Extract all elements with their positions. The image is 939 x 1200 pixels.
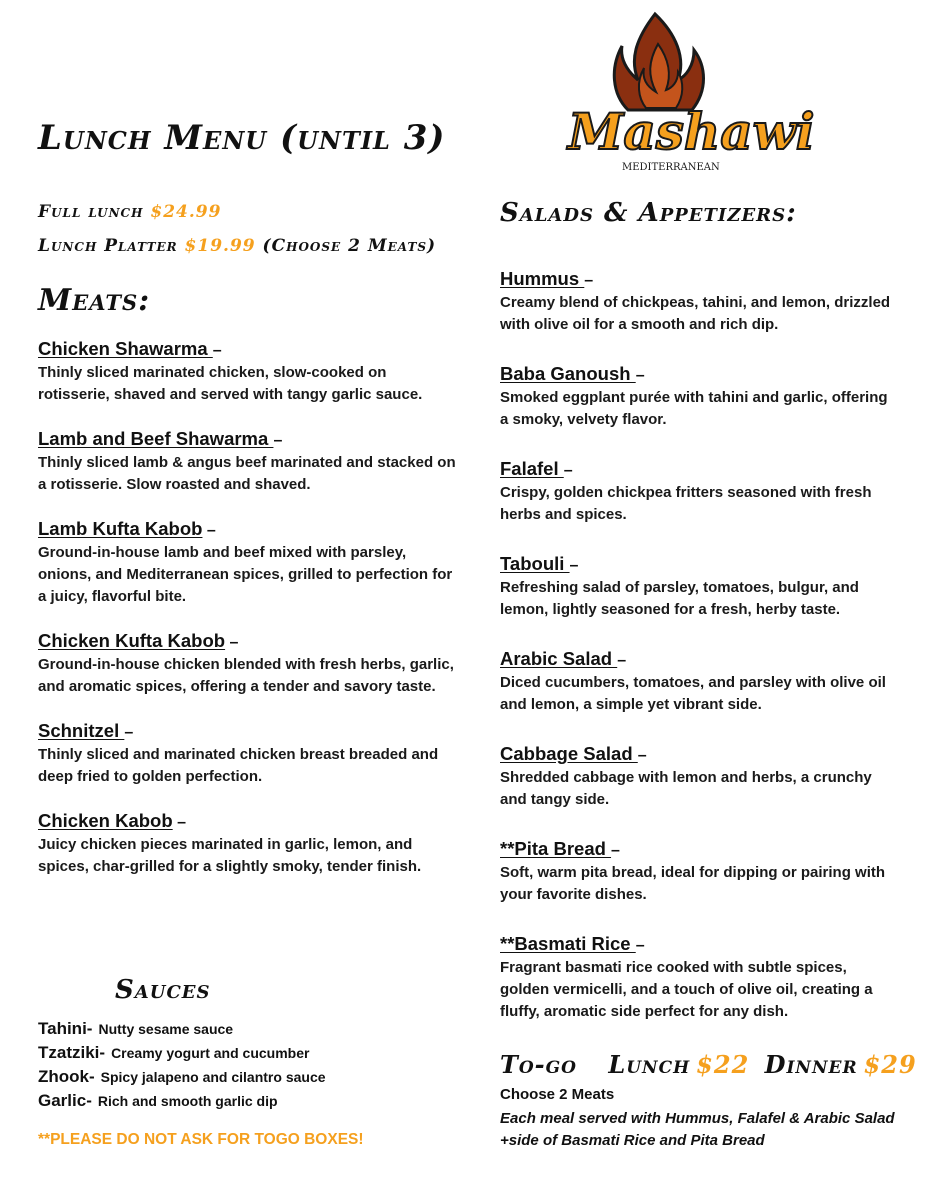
item-description: Shredded cabbage with lemon and herbs, a crunchy and tangy side. bbox=[500, 769, 872, 808]
dash: – bbox=[635, 367, 645, 384]
sauce-name: Garlic- bbox=[38, 1091, 92, 1110]
item-name: Chicken Shawarma bbox=[38, 338, 213, 359]
togo-dinner-price: $29 bbox=[863, 1050, 917, 1079]
sauce-description: Nutty sesame sauce bbox=[98, 1021, 234, 1037]
sauce-item bbox=[38, 1089, 326, 1113]
dash: – bbox=[206, 522, 216, 539]
menu-item bbox=[500, 363, 900, 431]
item-description: Creamy blend of chickpeas, tahini, and lemon, drizzled with olive oil for a smooth and rich dip. bbox=[500, 294, 891, 333]
item-description: Thinly sliced marinated chicken, slow-cooked on rotisserie, shaved and served with tangy garlic sauce. bbox=[38, 364, 423, 403]
salads-list bbox=[500, 268, 900, 1050]
sauce-item bbox=[38, 1065, 326, 1089]
item-description: Soft, warm pita bread, ideal for dipping or pairing with your favorite dishes. bbox=[500, 864, 886, 903]
sauce-name: Tahini- bbox=[38, 1019, 93, 1038]
meats-heading: Meats: bbox=[38, 283, 151, 318]
full-lunch-price-line bbox=[38, 202, 221, 222]
item-name: Chicken Kufta Kabob bbox=[38, 630, 226, 651]
sauces-heading: Sauces bbox=[115, 975, 211, 1005]
page-title: Lunch Menu (until 3) bbox=[38, 118, 446, 158]
dash: – bbox=[569, 557, 579, 574]
item-name: Schnitzel bbox=[38, 720, 125, 741]
lunch-platter-price-line bbox=[38, 236, 436, 256]
dash: – bbox=[617, 652, 627, 669]
dash: – bbox=[584, 272, 594, 289]
item-name: Chicken Kabob bbox=[38, 810, 173, 831]
salads-appetizers-heading: Salads & Appetizers: bbox=[500, 198, 797, 228]
item-name: **Pita Bread bbox=[500, 838, 612, 859]
meats-list bbox=[38, 338, 458, 900]
item-description: Diced cucumbers, tomatoes, and parsley with olive oil and lemon, a simple yet vibrant side. bbox=[500, 674, 886, 713]
sauce-name: Zhook- bbox=[38, 1067, 95, 1086]
menu-item bbox=[38, 720, 458, 788]
togo-pricing-heading bbox=[500, 1050, 923, 1079]
item-description: Thinly sliced lamb & angus beef marinated and stacked on a rotisserie. Slow roasted and shaved. bbox=[38, 454, 456, 493]
lunch-platter-note: (Choose 2 Meats) bbox=[262, 236, 437, 256]
dash: – bbox=[273, 432, 283, 449]
menu-item bbox=[500, 553, 900, 621]
item-name: Tabouli bbox=[500, 553, 570, 574]
item-name: Cabbage Salad bbox=[500, 743, 638, 764]
sauce-description: Creamy yogurt and cucumber bbox=[111, 1045, 310, 1061]
dash: – bbox=[611, 842, 620, 859]
full-lunch-price: $24.99 bbox=[150, 202, 222, 222]
full-lunch-label: Full lunch bbox=[38, 202, 144, 222]
dash: – bbox=[177, 814, 187, 831]
menu-item bbox=[38, 338, 458, 406]
dash: – bbox=[229, 634, 239, 651]
sauce-item bbox=[38, 1041, 326, 1065]
item-description: Ground-in-house chicken blended with fresh herbs, garlic, and aromatic spices, offering a tender and savory taste. bbox=[38, 656, 454, 695]
item-name: Arabic Salad bbox=[500, 648, 618, 669]
sauce-description: Rich and smooth garlic dip bbox=[97, 1093, 278, 1109]
item-name: Falafel bbox=[500, 458, 564, 479]
menu-item bbox=[38, 630, 458, 698]
menu-item bbox=[500, 933, 900, 1023]
item-description: Thinly sliced and marinated chicken breast breaded and deep fried to golden perfection. bbox=[38, 746, 439, 785]
togo-choose-meats: Choose 2 Meats bbox=[500, 1086, 615, 1103]
item-description: Crispy, golden chickpea fritters seasoned with fresh herbs and spices. bbox=[500, 484, 872, 523]
togo-label: To-go bbox=[500, 1050, 577, 1079]
togo-lunch-label: Lunch bbox=[608, 1050, 691, 1079]
togo-boxes-warning: **PLEASE DO NOT ASK FOR TOGO BOXES! bbox=[38, 1131, 364, 1148]
lunch-platter-label: Lunch Platter bbox=[38, 236, 178, 256]
menu-item bbox=[38, 428, 458, 496]
item-name: **Basmati Rice bbox=[500, 933, 636, 954]
lunch-platter-price: $19.99 bbox=[184, 236, 256, 256]
menu-item bbox=[500, 838, 900, 906]
item-description: Fragrant basmati rice cooked with subtle spices, golden vermicelli, and a touch of olive oil, creating a fluffy, aromatic side perfect for any dish. bbox=[500, 959, 873, 1020]
sauce-description: Spicy jalapeno and cilantro sauce bbox=[100, 1069, 326, 1085]
logo-text: Mashawi bbox=[568, 102, 815, 161]
item-name: Lamb and Beef Shawarma bbox=[38, 428, 274, 449]
sauce-item bbox=[38, 1017, 326, 1041]
dash: – bbox=[635, 937, 645, 954]
menu-item bbox=[500, 268, 900, 336]
menu-item bbox=[500, 743, 900, 811]
item-description: Juicy chicken pieces marinated in garlic, lemon, and spices, char-grilled for a slightly smoky, tender finish. bbox=[38, 836, 422, 875]
mashawi-logo bbox=[560, 10, 815, 180]
togo-meal-note: Each meal served with Hummus, Falafel & Arabic Salad +side of Basmati Rice and Pita Bread bbox=[500, 1110, 895, 1149]
dash: – bbox=[124, 724, 134, 741]
togo-lunch-price: $22 bbox=[696, 1050, 750, 1079]
item-description: Ground-in-house lamb and beef mixed with parsley, onions, and Mediterranean spices, grilled to perfection for a juicy, flavorful bite. bbox=[38, 544, 453, 605]
item-name: Hummus bbox=[500, 268, 585, 289]
logo-subtext: MEDITERRANEAN bbox=[622, 162, 720, 173]
togo-dinner-label: Dinner bbox=[764, 1050, 858, 1079]
dash: – bbox=[212, 342, 222, 359]
menu-item bbox=[500, 648, 900, 716]
item-description: Refreshing salad of parsley, tomatoes, bulgur, and lemon, lightly seasoned for a fresh, herby taste. bbox=[500, 579, 859, 618]
dash: – bbox=[637, 747, 647, 764]
dash: – bbox=[563, 462, 573, 479]
sauces-list bbox=[38, 1017, 326, 1113]
sauce-name: Tzatziki- bbox=[38, 1043, 106, 1062]
item-description: Smoked eggplant purée with tahini and garlic, offering a smoky, velvety flavor. bbox=[500, 389, 888, 428]
menu-item bbox=[38, 810, 458, 878]
item-name: Lamb Kufta Kabob bbox=[38, 518, 203, 539]
item-name: Baba Ganoush bbox=[500, 363, 636, 384]
menu-item bbox=[500, 458, 900, 526]
menu-item bbox=[38, 518, 458, 608]
